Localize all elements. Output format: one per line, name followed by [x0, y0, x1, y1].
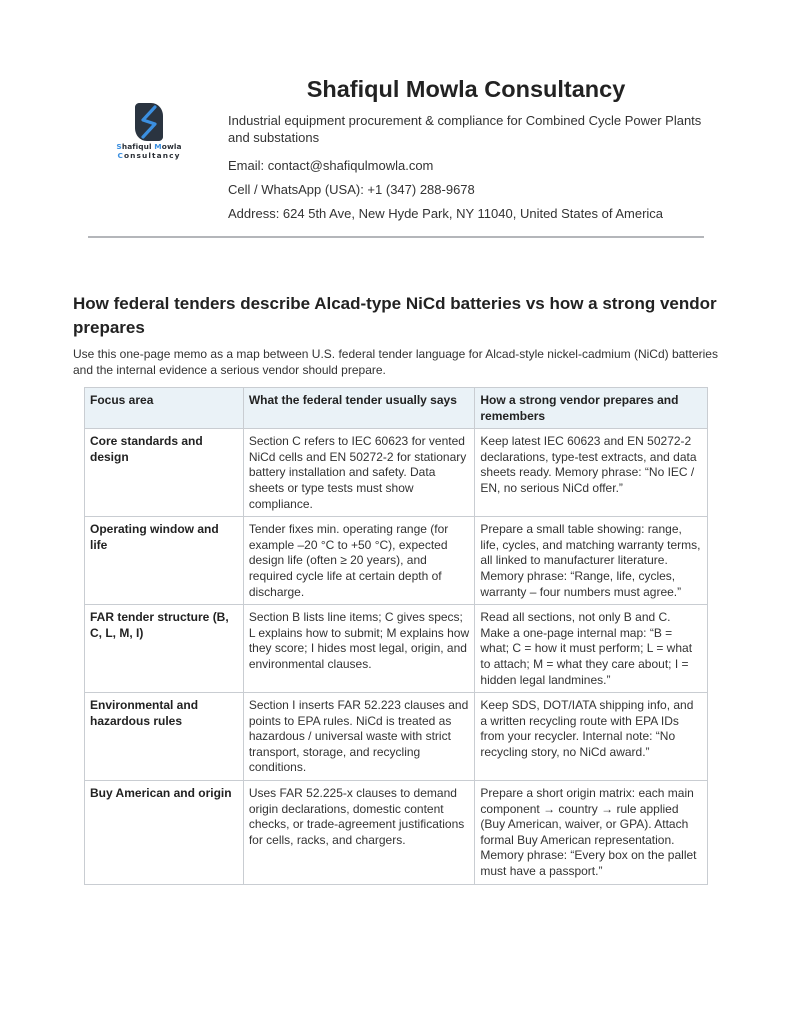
table-row — [85, 605, 708, 693]
logo-wordmark — [112, 142, 186, 160]
tender-cell: Section I inserts FAR 52.223 clauses and points to EPA rules. NiCd is treated as hazardous / universal waste with strict transport, storage, and recycling conditions. — [243, 693, 475, 781]
company-tagline: Industrial equipment procurement & compliance for Combined Cycle Power Plants and substations — [228, 113, 702, 145]
contact-email: Email: contact@shafiqulmowla.com — [228, 158, 434, 173]
focus-area-cell: FAR tender structure (B, C, L, M, I) — [85, 605, 244, 693]
logo-letter: S — [116, 142, 122, 151]
table-header-row — [85, 388, 708, 429]
company-name: Shafiqul Mowla Consultancy — [306, 76, 626, 102]
column-header-vendor-prepares: How a strong vendor prepares and remembers — [475, 388, 708, 429]
focus-area-cell: Operating window and life — [85, 517, 244, 605]
company-info — [228, 74, 704, 222]
logo-word: owla — [161, 142, 182, 151]
contact-address: Address: 624 5th Ave, New Hyde Park, NY 11040, United States of America — [228, 206, 664, 221]
logo-word: onsultancy — [124, 151, 181, 160]
memo-intro: Use this one-page memo as a map between U.S. federal tender language for Alcad-style nickel-cadmium (NiCd) batteries and the internal evidence a serious vendor should prepare. — [73, 347, 718, 377]
tender-cell: Section C refers to IEC 60623 for vented NiCd cells and EN 50272-2 for stationary battery installation and safety. Data sheets or type tests must show compliance. — [243, 429, 475, 517]
vendor-cell: Prepare a short origin matrix: each main component → country → rule applied (Buy American, waiver, or GPA). Attach formal Buy American representation. Memory phrase: “Every box on the pallet must have a passport.” — [475, 781, 708, 885]
table-row — [85, 517, 708, 605]
vendor-cell: Read all sections, not only B and C. Make a one-page internal map: “B = what; C = how it must perform; L = what to attach; M = what they care about; I = hidden legal landmines.” — [475, 605, 708, 693]
comparison-table — [84, 387, 708, 885]
tender-cell: Tender fixes min. operating range (for example –20 °C to +50 °C), expected design life (often ≥ 20 years), and required cycle life at certain depth of discharge. — [243, 517, 475, 605]
s-monogram-logo-icon — [135, 103, 163, 141]
company-logo — [112, 103, 186, 165]
logo-letter: C — [117, 151, 124, 160]
memo-title: How federal tenders describe Alcad-type NiCd batteries vs how a strong vendor prepares — [73, 294, 717, 337]
focus-area-cell: Buy American and origin — [85, 781, 244, 885]
tender-cell: Uses FAR 52.225-x clauses to demand origin declarations, domestic content checks, or trade-agreement justifications for cells, racks, and chargers. — [243, 781, 475, 885]
focus-area-cell: Environmental and hazardous rules — [85, 693, 244, 781]
tender-cell: Section B lists line items; C gives specs; L explains how to submit; M explains how they score; I hides most legal, origin, and environmental clauses. — [243, 605, 475, 693]
table-row — [85, 429, 708, 517]
vendor-cell: Prepare a small table showing: range, life, cycles, and matching warranty terms, all linked to manufacturer literature. Memory phrase: “Range, life, cycles, warranty – four numbers must agree.” — [475, 517, 708, 605]
focus-area-cell: Core standards and design — [85, 429, 244, 517]
table-row — [85, 693, 708, 781]
vendor-cell: Keep SDS, DOT/IATA shipping info, and a written recycling route with EPA IDs from your recycler. Internal note: “No recycling story, no NiCd award.” — [475, 693, 708, 781]
column-header-focus-area: Focus area — [85, 388, 244, 429]
logo-word: hafiqul — [121, 142, 155, 151]
contact-phone: Cell / WhatsApp (USA): +1 (347) 288-9678 — [228, 182, 475, 197]
letterhead — [0, 0, 791, 240]
table-row — [85, 781, 708, 885]
logo-letter: M — [154, 142, 162, 151]
vendor-cell: Keep latest IEC 60623 and EN 50272-2 declarations, type-test extracts, and data sheets ready. Memory phrase: “No IEC / EN, no serious NiCd offer.” — [475, 429, 708, 517]
column-header-tender-says: What the federal tender usually says — [243, 388, 475, 429]
header-divider — [88, 236, 704, 238]
